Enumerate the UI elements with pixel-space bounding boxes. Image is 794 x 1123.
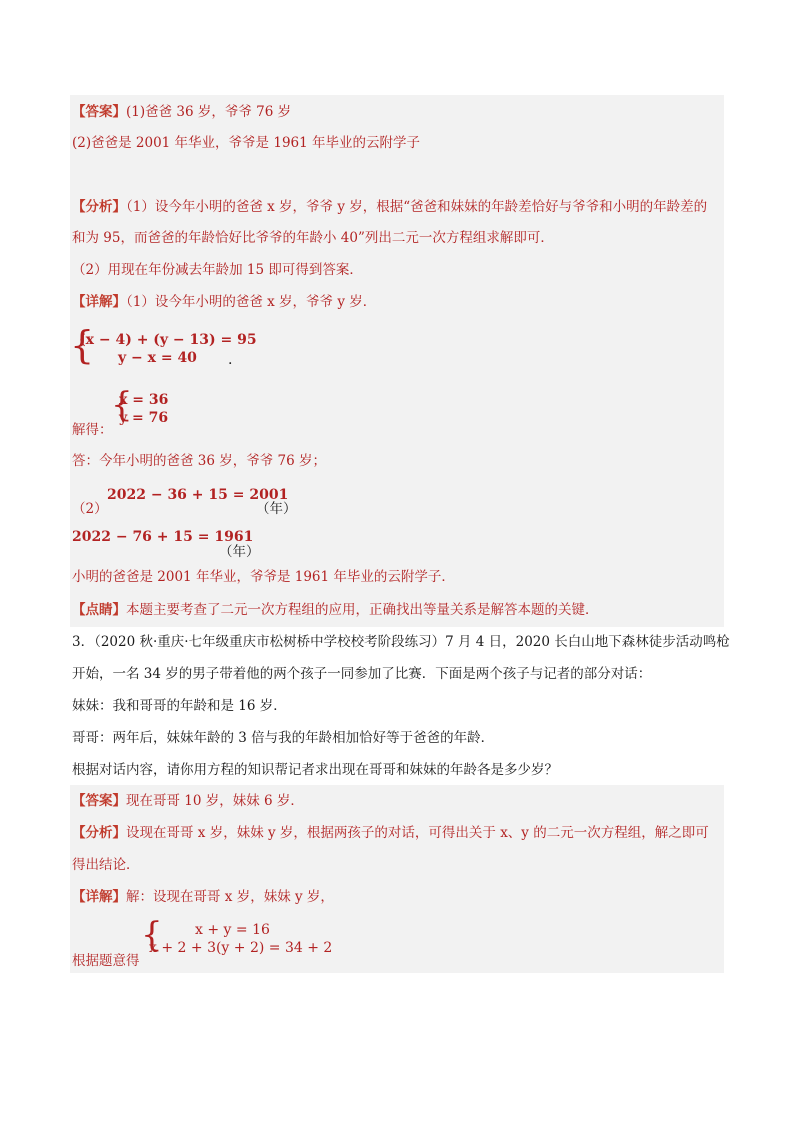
comment-tag: 【点睛】 bbox=[72, 602, 126, 618]
solve-label: 解得： bbox=[72, 422, 113, 438]
system3-eq1: x + y = 16 bbox=[195, 922, 270, 938]
detail-answer-line: 答：今年小明的爸爸 36 岁，爷爷 76 岁； bbox=[72, 453, 327, 469]
detail3-label: 根据题意得 bbox=[72, 953, 140, 969]
detail-text-1: （1）设今年小明的爸爸 x 岁，爷爷 y 岁． bbox=[126, 294, 377, 310]
equation-system-2 bbox=[111, 385, 191, 434]
detail-tag: 【详解】 bbox=[72, 889, 126, 905]
answer-line-1 bbox=[72, 102, 291, 122]
detail-line-1 bbox=[72, 292, 376, 312]
answer-text: (1)爸爸 36 岁，爷爷 76 岁 bbox=[126, 104, 292, 120]
comment-line bbox=[72, 600, 599, 620]
question-line-4: 哥哥：两年后，妹妹年龄的 3 倍与我的年龄相加恰好等于爸爸的年龄． bbox=[72, 730, 495, 746]
detail-tag: 【详解】 bbox=[72, 294, 126, 310]
answer-tag: 【答案】 bbox=[72, 793, 126, 809]
system2-eq2: y = 76 bbox=[119, 410, 169, 426]
system3-eq2: x + 2 + 3(y + 2) = 34 + 2 bbox=[149, 940, 333, 956]
equation-system-3 bbox=[141, 915, 341, 964]
equation-system-1 bbox=[70, 323, 270, 378]
answer-line-2: (2)爸爸是 2001 年华业，爷爷是 1961 年毕业的云附学子 bbox=[72, 135, 421, 151]
question-line-2: 开始，一名 34 岁的男子带着他的两个孩子一同参加了比赛．下面是两个孩子与记者的部分对话： bbox=[72, 666, 652, 682]
answer-text: 现在哥哥 10 岁，妹妹 6 岁． bbox=[126, 793, 304, 809]
analysis-line-3: （2）用现在年份减去年龄加 15 即可得到答案． bbox=[72, 262, 363, 278]
system1-dot: . bbox=[228, 352, 233, 368]
part2-unit2: （年） bbox=[219, 544, 260, 560]
answer3-line bbox=[72, 791, 304, 811]
part2-unit1: （年） bbox=[256, 501, 297, 517]
left-brace: { bbox=[111, 385, 133, 425]
left-brace: { bbox=[70, 323, 95, 367]
detail-conclusion: 小明的爸爸是 2001 年华业，爷爷是 1961 年毕业的云附学子． bbox=[72, 569, 455, 585]
part2-prefix: （2） bbox=[72, 501, 108, 517]
comment-text: 本题主要考查了二元一次方程组的应用，正确找出等量关系是解答本题的关键． bbox=[126, 602, 599, 618]
question-line-1: 3．（2020 秋·重庆·七年级重庆市松树桥中学校校考阶段练习）7 月 4 日，2020 长白山地下森林徒步活动鸣枪 bbox=[72, 634, 730, 650]
analysis-tag: 【分析】 bbox=[72, 199, 126, 215]
analysis-tag: 【分析】 bbox=[72, 825, 126, 841]
analysis-text-1: （1）设今年小明的爸爸 x 岁，爷爷 y 岁，根据“爸爸和妹妹的年龄差恰好与爷爷和小明的年龄差的 bbox=[126, 199, 708, 215]
analysis3-line-1 bbox=[72, 823, 709, 843]
analysis3-line-2: 得出结论． bbox=[72, 857, 140, 873]
system1-eq1: (x − 4) + (y − 13) = 95 bbox=[79, 332, 257, 348]
system1-eq2: y − x = 40 bbox=[118, 350, 197, 366]
analysis-text: 设现在哥哥 x 岁，妹妹 y 岁，根据两孩子的对话，可得出关于 x、y 的二元一次方程组，解之即可 bbox=[126, 825, 709, 841]
detail3-line-1 bbox=[72, 887, 334, 907]
part2-eq1: 2022 − 36 + 15 = 2001 bbox=[107, 487, 289, 503]
analysis-line-1 bbox=[72, 197, 707, 217]
question-line-5: 根据对话内容，请你用方程的知识帮记者求出现在哥哥和妹妹的年龄各是多少岁？ bbox=[72, 762, 558, 778]
analysis-line-2: 和为 95，而爸爸的年龄恰好比爷爷的年龄小 40”列出二元一次方程组求解即可． bbox=[72, 230, 554, 246]
question-line-3: 妹妹：我和哥哥的年龄和是 16 岁． bbox=[72, 698, 287, 714]
answer-tag: 【答案】 bbox=[72, 104, 126, 120]
part2-eq2: 2022 − 76 + 15 = 1961 bbox=[72, 529, 254, 545]
system2-eq1: x = 36 bbox=[119, 392, 169, 408]
left-brace: { bbox=[141, 915, 163, 955]
detail-text: 解：设现在哥哥 x 岁，妹妹 y 岁， bbox=[126, 889, 334, 905]
